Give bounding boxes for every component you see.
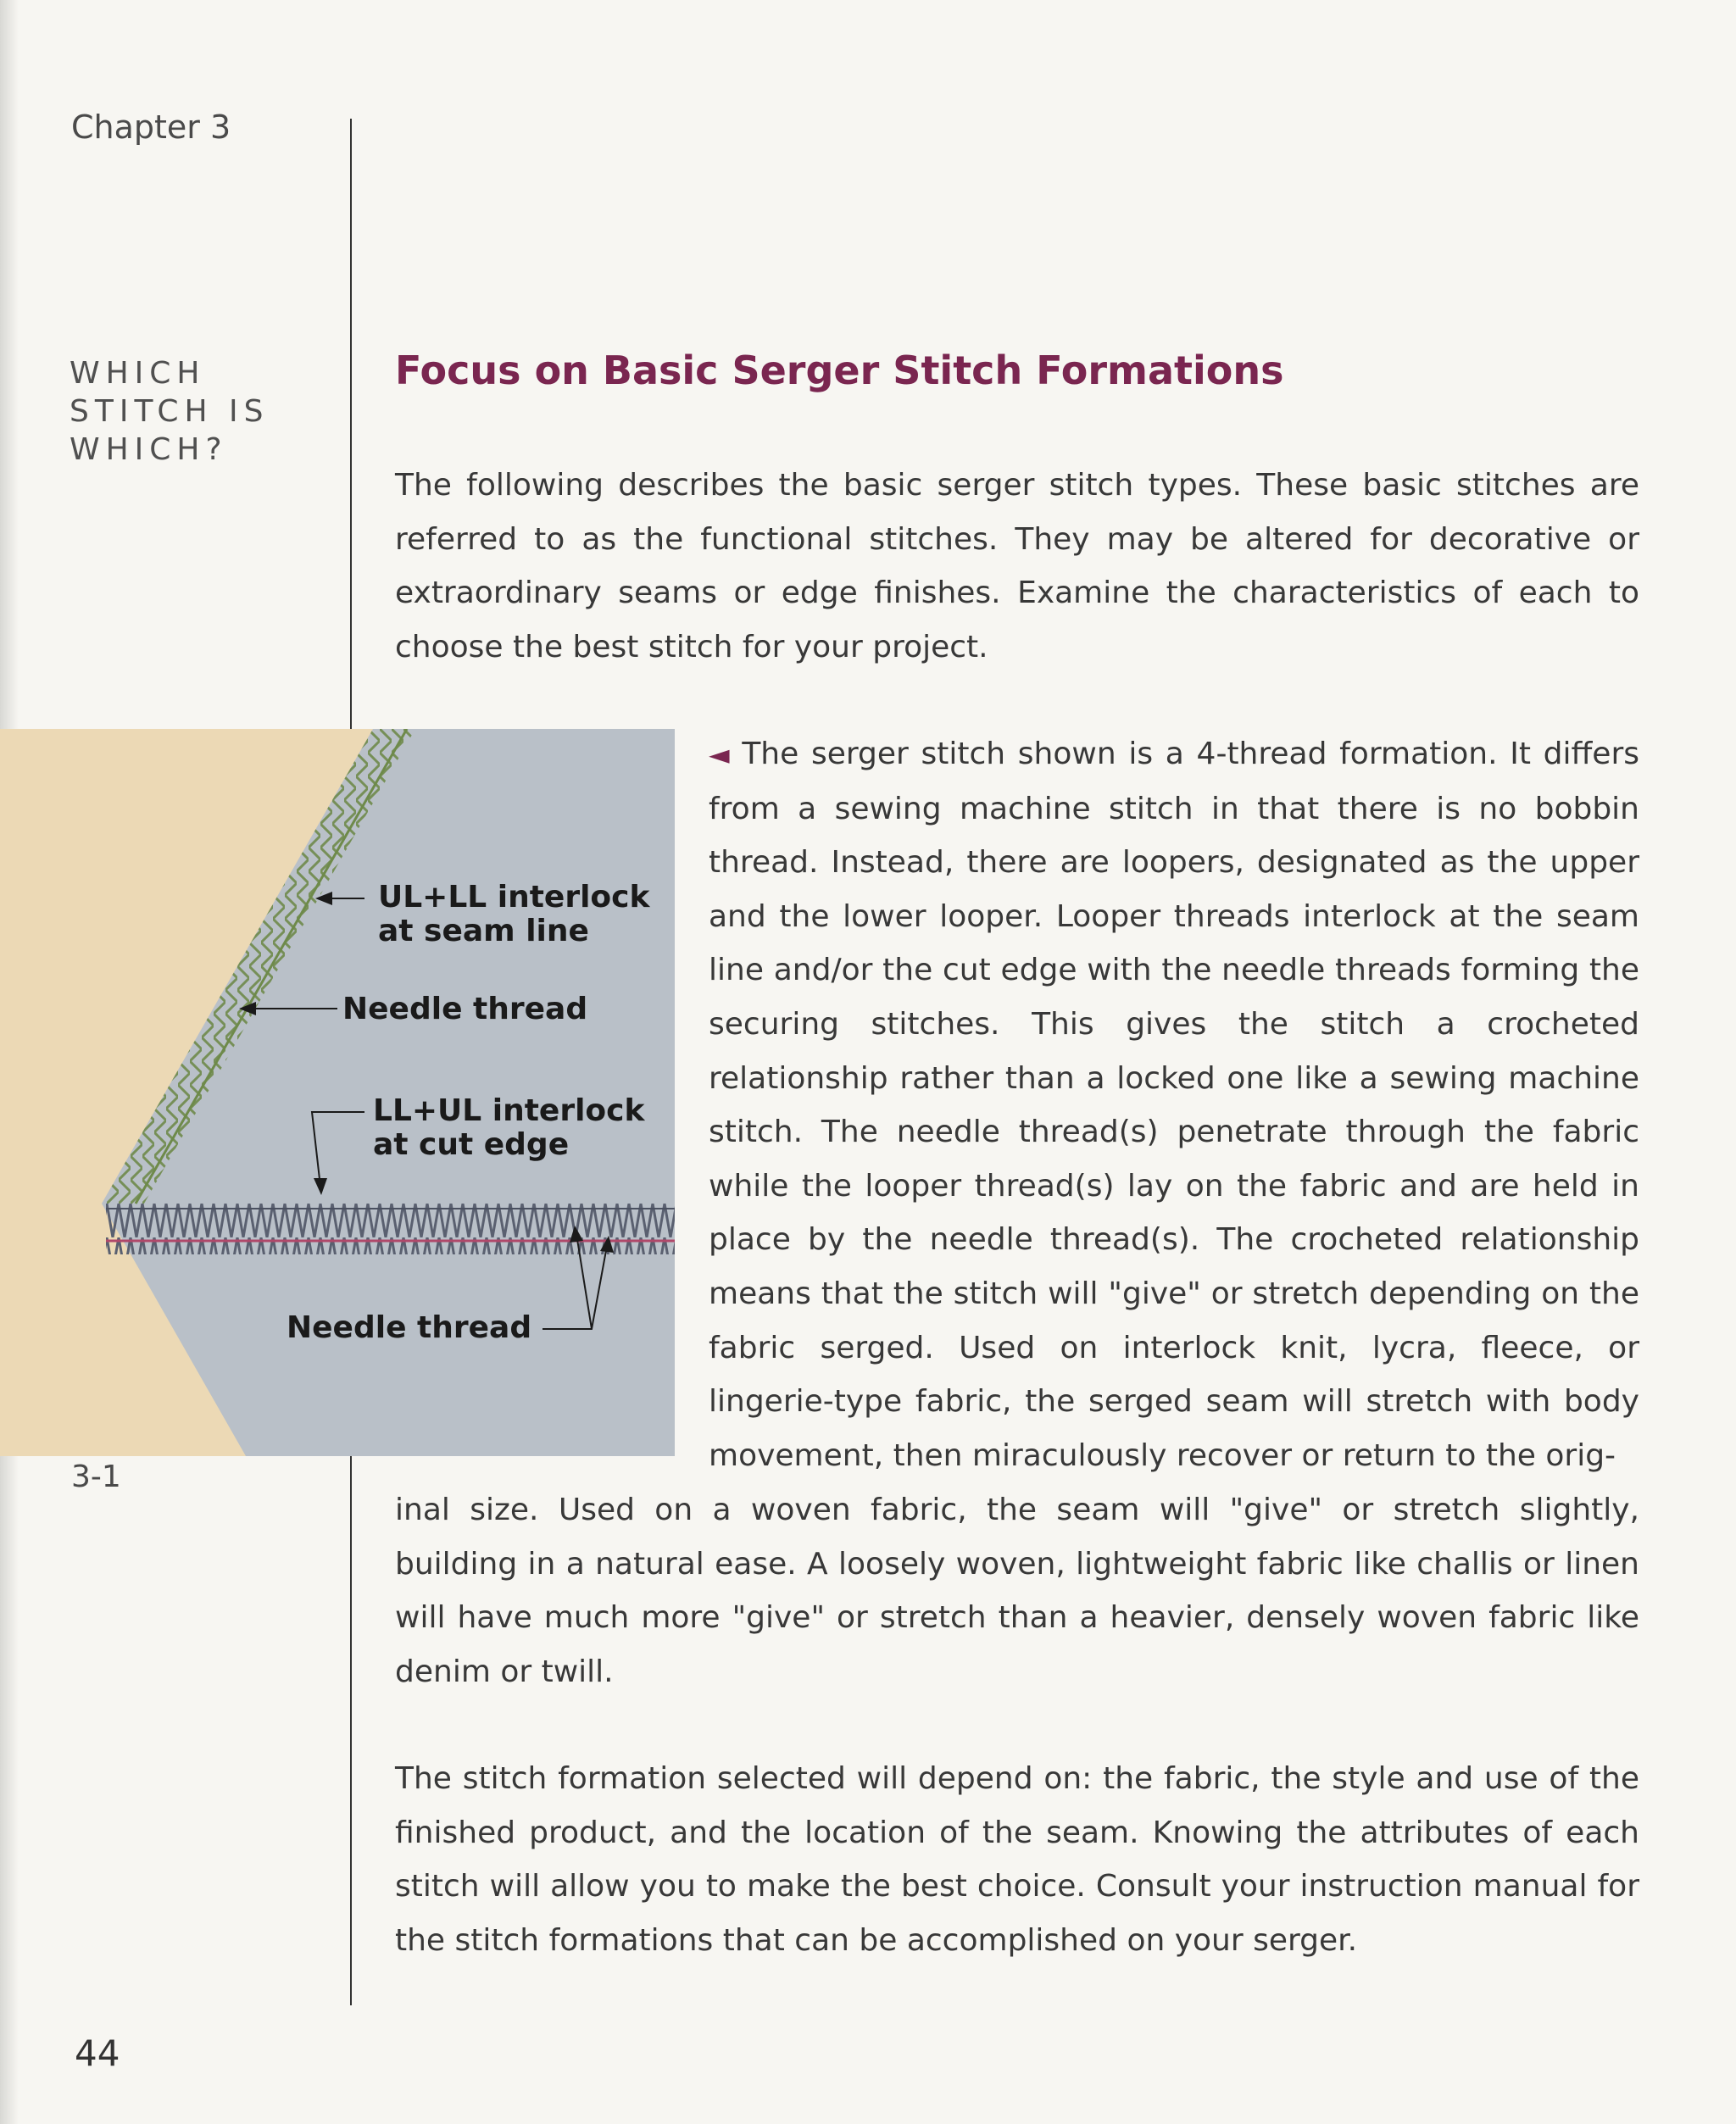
figure-paragraph: [709, 727, 1639, 1482]
serger-stitch-photo: [0, 729, 675, 1456]
figure-paragraph-text: The serger stitch shown is a 4-thread formation. It differs from a sewing machine stitch in that there is no bobbin thread. Instead, there are loopers, designated as the upper and the lower looper. Looper threads interlock at the seam line and/or the cut edge with the needle threads forming the securing stitches. This gives the stitch a crocheted relationship rather than a locked one like a sewing machine stitch. The needle thread(s) penetrate through the fabric while the looper thread(s) lay on the fabric and are held in place by the needle thread(s). The crocheted relationship means that the stitch will "give" or stretch depending on the fabric serged. Used on interlock knit, lycra, fleece, or lingerie-type fabric, the serged seam will stretch with body movement, then miraculously recover or return to the orig-: [709, 737, 1640, 1473]
horizontal-serged-edge: [106, 1204, 675, 1254]
continuation-paragraph: inal size. Used on a woven fabric, the seam will "give" or stretch slightly, building in a natural ease. A loosely woven, lightweight fabric like challis or linen will have much more "give" or stretch than a heavier, densely woven fabric like denim or twill.: [395, 1493, 1639, 1689]
sidebar-heading-line: STITCH IS: [70, 394, 270, 429]
left-pointer-icon: ◄: [709, 738, 730, 770]
label-needle-thread-top: Needle thread: [342, 992, 588, 1026]
chapter-label: Chapter 3: [71, 108, 231, 146]
vertical-rule-top: [350, 119, 352, 731]
page-number: 44: [75, 2032, 120, 2074]
label-ll-ul-line2: at cut edge: [373, 1127, 570, 1162]
serger-stitch-illustration: [0, 729, 675, 1456]
sidebar-heading: [70, 354, 324, 469]
intro-paragraph: The following describes the basic serger stitch types. These basic stitches are referred to as the functional stitches. They may be altered for decorative or extraordinary seams or edge finishes. Examine the characteristics of each to choose the best stitch for your project.: [395, 468, 1639, 664]
label-ul-ll-line1: UL+LL interlock: [378, 880, 650, 915]
closing-paragraph: The stitch formation selected will depend on: the fabric, the style and use of the finished product, and the location of the seam. Knowing the attributes of each stitch will allow you to make the best choice. Consult your instruction manual for the stitch formations that can be accomplished on your serger.: [395, 1761, 1639, 1958]
label-needle-thread-bottom: Needle thread: [287, 1310, 532, 1345]
sidebar-heading-line: WHICH: [70, 356, 206, 391]
label-ul-ll-line2: at seam line: [378, 914, 589, 948]
page-title: Focus on Basic Serger Stitch Formations: [395, 348, 1284, 393]
label-ll-ul-line1: LL+UL interlock: [373, 1093, 645, 1128]
sidebar-heading-line: WHICH?: [70, 432, 228, 467]
figure-number: 3-1: [71, 1460, 121, 1494]
vertical-rule-bottom: [350, 1456, 352, 2005]
